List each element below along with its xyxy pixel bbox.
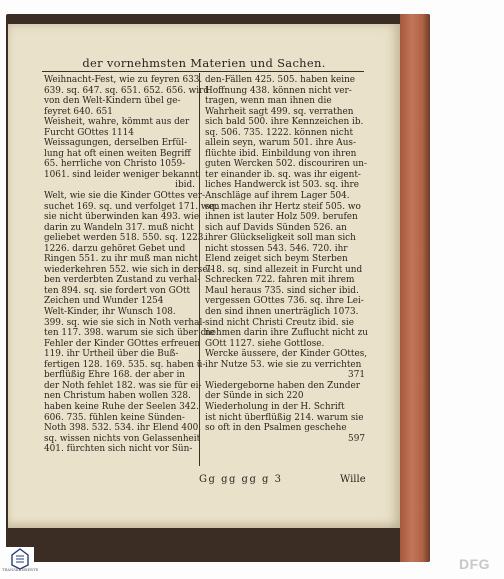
index-line: ten 117. 398. warum sie sich über die xyxy=(44,328,215,339)
index-column-left xyxy=(44,75,220,455)
index-column-right xyxy=(205,75,368,444)
index-line: feyret 640. 651 xyxy=(44,106,113,117)
signature-mark: Gg gg gg g 3 xyxy=(199,474,283,485)
header-rule xyxy=(42,71,364,72)
index-line: Furcht GOttes 1114 xyxy=(44,127,134,138)
index-line: den-Fällen 425. 505. haben keine xyxy=(205,75,356,85)
index-line: Weihnacht-Fest, wie zu feyren 633. xyxy=(44,75,203,85)
index-line: Wiederholung in der H. Schrift xyxy=(205,401,345,412)
index-line: ihrer Glückseligkeit soll man sich xyxy=(205,233,356,244)
index-line: 119. ihr Urtheil über die Buß- xyxy=(44,349,179,360)
index-line: ist nicht überflüßig 214. warum sie xyxy=(205,412,364,423)
index-line: 639. sq. 647. sq. 651. 652. 656. wird xyxy=(44,85,210,96)
index-line: Wahrheit sagt 499. sq. verrathen xyxy=(205,106,354,117)
index-line: Hoffnung 438. können nicht ver- xyxy=(205,85,352,96)
index-line: 401. fürchten sich nicht vor Sün- xyxy=(44,444,193,455)
index-line: 399. sq. wie sie sich in Noth verhal- xyxy=(44,317,206,328)
index-line: Wiedergeborne haben den Zunder xyxy=(205,380,360,391)
index-line: darin zu Wandeln 317. muß nicht xyxy=(44,222,194,233)
index-line: ibid. xyxy=(175,180,195,191)
index-line: GOtt 1127. siehe Gottlose. xyxy=(205,338,325,349)
index-line: ter einander ib. sq. was ihr eigent- xyxy=(205,169,361,180)
index-line: von den Welt-Kindern übel ge- xyxy=(44,96,181,107)
index-line: sich auf Davids Sünden 526. an xyxy=(205,222,347,233)
book-cover-edge xyxy=(400,14,430,562)
index-line: allein seyn, warum 501. ihre Aus- xyxy=(205,138,356,149)
index-line: ten 894. sq. sie fordert von GOtt xyxy=(44,285,191,296)
index-line: Wercke äussere, der Kinder GOttes, xyxy=(205,349,368,360)
index-line: nehmen darin ihre Zuflucht nicht zu xyxy=(205,328,368,339)
index-line: berflüßig Ehre 168. der aber in xyxy=(44,370,186,381)
index-line: Fehler der Kinder GOttes erfreuen xyxy=(44,338,201,349)
index-line: sq. wissen nichts von Gelassenheit xyxy=(44,433,201,444)
index-line: den sind ihnen unerträglich 1073. xyxy=(205,307,359,318)
index-line: haben keine Ruhe der Seelen 342. xyxy=(44,401,199,412)
index-line: Elend zeiget sich beym Sterben xyxy=(205,254,348,265)
catchword: Wille xyxy=(340,474,366,485)
index-line: Weissagungen, derselben Erfül- xyxy=(44,138,188,149)
index-line: liches Handwerck ist 503. sq. ihre xyxy=(205,180,359,191)
index-line: Welt-Kinder, ihr Wunsch 108. xyxy=(44,307,176,318)
index-line: Weisheit, wahre, kömmt aus der xyxy=(44,117,190,128)
index-line: sind nicht Christi Creutz ibid. sie xyxy=(205,317,354,328)
index-line: 718. sq. sind allezeit in Furcht und xyxy=(205,264,363,275)
index-line: sich bald 500. ihre Kennzeichen ib. xyxy=(205,117,364,128)
book-page xyxy=(8,24,400,528)
index-line: Zeichen und Wunder 1254 xyxy=(44,296,164,307)
index-line: 597 xyxy=(348,433,365,444)
dfg-watermark: DFG xyxy=(459,556,491,572)
library-logo-text: TRANSKRIBIERTE xyxy=(2,568,39,572)
index-line: ben verderbten Zustand zu verhal- xyxy=(44,275,201,286)
index-line: 1061. sind leider weniger bekannt xyxy=(44,169,199,180)
index-line: sie nicht überwinden kan 493. wie xyxy=(44,212,200,223)
index-line: Welt, wie sie die Kinder GOttes ver- xyxy=(44,191,206,202)
index-line: 371 xyxy=(348,370,365,381)
index-line: 606. 735. fühlen keine Sünden- xyxy=(44,412,185,423)
index-line: lung hat oft einen weiten Begriff xyxy=(44,148,191,159)
index-line: Noth 398. 532. 534. ihr Elend 400. xyxy=(44,423,202,434)
index-line: nicht stossen 543. 546. 720. ihr xyxy=(205,243,348,254)
index-line: sq. machen ihr Hertz steif 505. wo xyxy=(205,201,361,212)
index-line: der Sünde in sich 220 xyxy=(205,391,304,402)
index-line: 65. herrliche von Christo 1059- xyxy=(44,159,186,170)
running-header: der vornehmsten Materien und Sachen. xyxy=(82,56,326,70)
index-line: guten Wercken 502. discouriren un- xyxy=(205,159,368,170)
index-line: vergessen GOttes 736. sq. ihre Lei- xyxy=(205,296,364,307)
index-line: flüchte ibid. Einbildung von ihren xyxy=(205,148,357,159)
index-line: Anschläge auf ihrem Lager 504. xyxy=(205,191,350,202)
index-line: nen Christum haben wollen 328. xyxy=(44,391,191,402)
index-line: 1226. darzu gehöret Gebet und xyxy=(44,243,186,254)
index-line: Maul heraus 735. sind sicher ibid. xyxy=(205,285,359,296)
index-line: geliebet werden 518. 550. sq. 1223. xyxy=(44,233,207,244)
index-line: ihnen ist lauter Holz 509. berufen xyxy=(205,212,358,223)
index-line: fertigen 128. 169. 535. sq. haben ü- xyxy=(44,359,206,370)
index-line: Ringen 551. zu ihr muß man nicht xyxy=(44,254,199,265)
index-line: so oft in den Psalmen geschehe xyxy=(205,423,347,434)
index-line: der Noth fehlet 182. was sie für ei- xyxy=(44,380,202,391)
index-line: Schrecken 722. fahren mit ihrem xyxy=(205,275,355,286)
index-line: suchet 169. sq. und verfolget 171. wen xyxy=(44,201,220,212)
index-line: ihr Nutze 53. wie sie zu verrichten xyxy=(205,359,362,370)
index-line: wiederkehren 552. wie sich in dersel- xyxy=(44,264,214,275)
index-line: tragen, wenn man ihnen die xyxy=(205,96,332,107)
index-line: sq. 506. 735. 1222. können nicht xyxy=(205,127,354,138)
